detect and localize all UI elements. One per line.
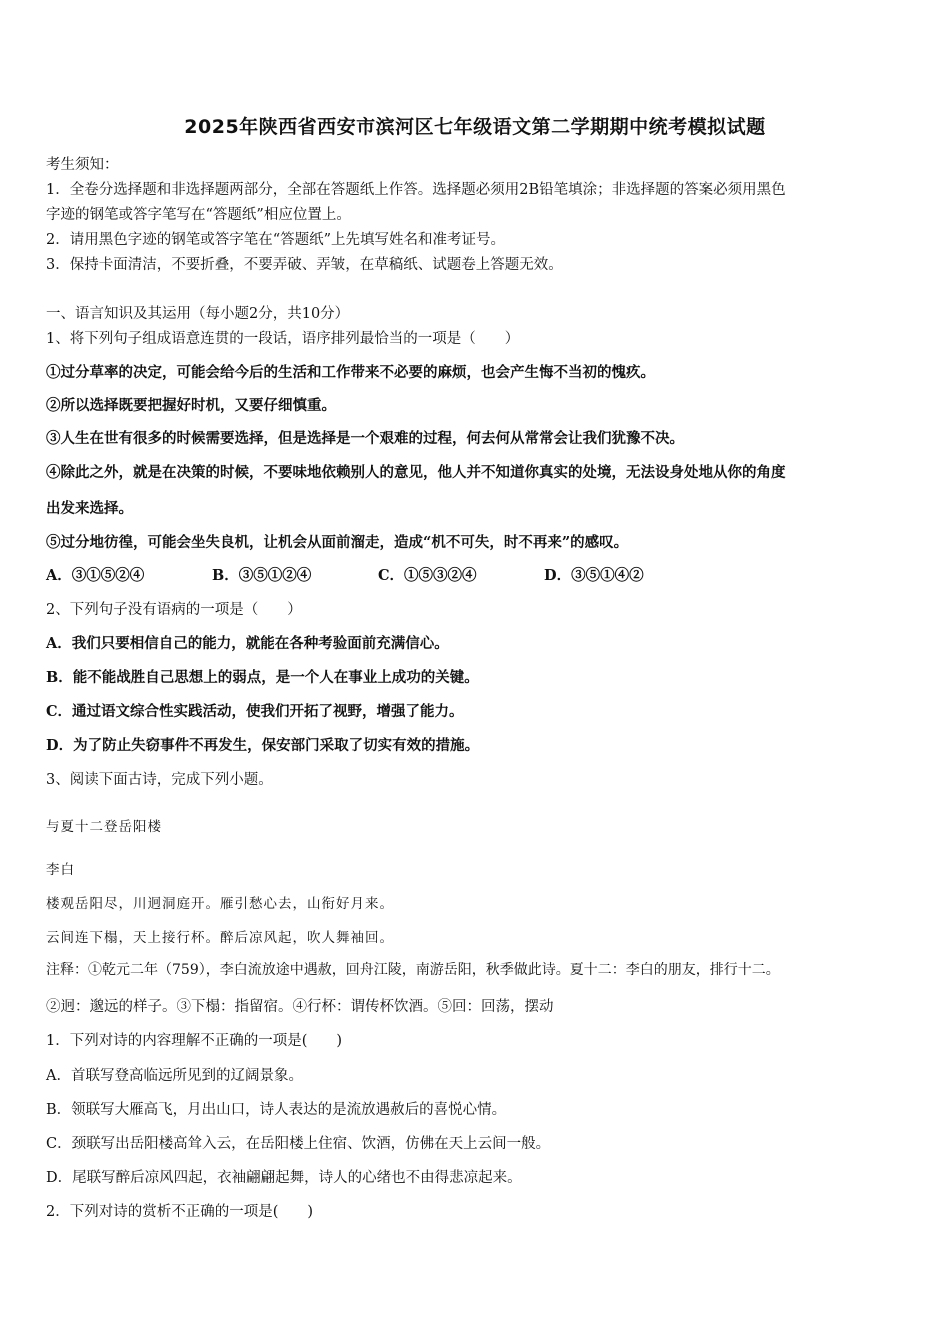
poem-note: 注释：①乾元二年（759），李白流放途中遇赦，回舟江陵，南游岳阳，秋季做此诗。夏十二：李白的朋友，排行十二。 [46, 962, 780, 978]
notice-item: 1．全卷分选择题和非选择题两部分，全部在答题纸上作答。选择题必须用2B铅笔填涂；非选择题的答案必须用黑色 [46, 182, 786, 198]
q1-option-b[interactable]: B．③⑤①②④ [212, 567, 312, 584]
section-heading: 一、语言知识及其运用（每小题2分，共10分） [46, 306, 350, 322]
sub1-option-b[interactable]: B．领联写大雁高飞，月出山口，诗人表达的是流放遇赦后的喜悦心情。 [46, 1102, 507, 1118]
poem-author: 李白 [46, 862, 75, 878]
q2-option-a[interactable]: A．我们只要相信自己的能力，就能在各种考验面前充满信心。 [46, 635, 449, 652]
page-title: 2025年陕西省西安市滨河区七年级语文第二学期期中统考模拟试题 [184, 116, 766, 138]
q1-sentence: ⑤过分地彷徨，可能会坐失良机，让机会从面前溜走，造成“机不可失，时不再来”的感叹。 [46, 534, 629, 551]
sub1-option-a[interactable]: A．首联写登高临远所见到的辽阔景象。 [46, 1068, 303, 1084]
poem-note: ②迥：邈远的样子。③下榻：指留宿。④行杯：谓传杯饮酒。⑤回：回荡，摆动 [46, 999, 554, 1015]
notice-heading: 考生须知： [46, 157, 119, 173]
q1-option-c[interactable]: C．①⑤③②④ [378, 567, 477, 584]
q1-sentence: ④除此之外，就是在决策的时候，不要味地依赖别人的意见，他人并不知道你真实的处境，无法设身处地从你的角度 [46, 464, 786, 481]
question-3-stem: 3、阅读下面古诗，完成下列小题。 [46, 772, 273, 788]
q1-option-a[interactable]: A．③①⑤②④ [46, 567, 145, 584]
question-2-stem: 2、下列句子没有语病的一项是（ ） [46, 602, 302, 618]
sub1-option-d[interactable]: D．尾联写醉后凉风四起，衣袖翩翩起舞，诗人的心绪也不由得悲凉起来。 [46, 1170, 522, 1186]
q1-sentence: 出发来选择。 [46, 500, 133, 517]
notice-item: 3．保持卡面清洁，不要折叠，不要弄破、弄皱，在草稿纸、试题卷上答题无效。 [46, 257, 563, 273]
q2-option-b[interactable]: B．能不能战胜自己思想上的弱点，是一个人在事业上成功的关键。 [46, 669, 479, 686]
q1-sentence: ②所以选择既要把握好时机，又要仔细慎重。 [46, 397, 336, 414]
q1-sentence: ③人生在世有很多的时候需要选择，但是选择是一个艰难的过程，何去何从常常会让我们犹豫不决。 [46, 430, 684, 447]
q1-options [46, 564, 710, 585]
notice-item: 字迹的钢笔或答字笔写在“答题纸”相应位置上。 [46, 207, 351, 223]
q1-sentence: ①过分草率的决定，可能会给今后的生活和工作带来不必要的麻烦，也会产生悔不当初的愧疚。 [46, 364, 655, 381]
question-1-stem: 1、将下列句子组成语意连贯的一段话，语序排列最恰当的一项是（ ） [46, 331, 520, 347]
q1-option-d[interactable]: D．③⑤①④② [544, 567, 644, 584]
notice-item: 2．请用黑色字迹的钢笔或答字笔在“答题纸”上先填写姓名和准考证号。 [46, 232, 506, 248]
sub1-option-c[interactable]: C．颈联写出岳阳楼高耸入云，在岳阳楼上住宿、饮酒，仿佛在天上云间一般。 [46, 1136, 551, 1152]
poem-title: 与夏十二登岳阳楼 [46, 819, 162, 835]
q2-option-d[interactable]: D．为了防止失窃事件不再发生，保安部门采取了切实有效的措施。 [46, 737, 480, 754]
sub-question-2-stem: 2．下列对诗的赏析不正确的一项是( ) [46, 1204, 314, 1220]
poem-line: 楼观岳阳尽，川迥洞庭开。雁引愁心去，山衔好月来。 [46, 896, 394, 912]
poem-line: 云间连下榻，天上接行杯。醉后凉风起，吹人舞袖回。 [46, 930, 394, 946]
sub-question-1-stem: 1．下列对诗的内容理解不正确的一项是( ) [46, 1033, 343, 1049]
q2-option-c[interactable]: C．通过语文综合性实践活动，使我们开拓了视野，增强了能力。 [46, 703, 464, 720]
